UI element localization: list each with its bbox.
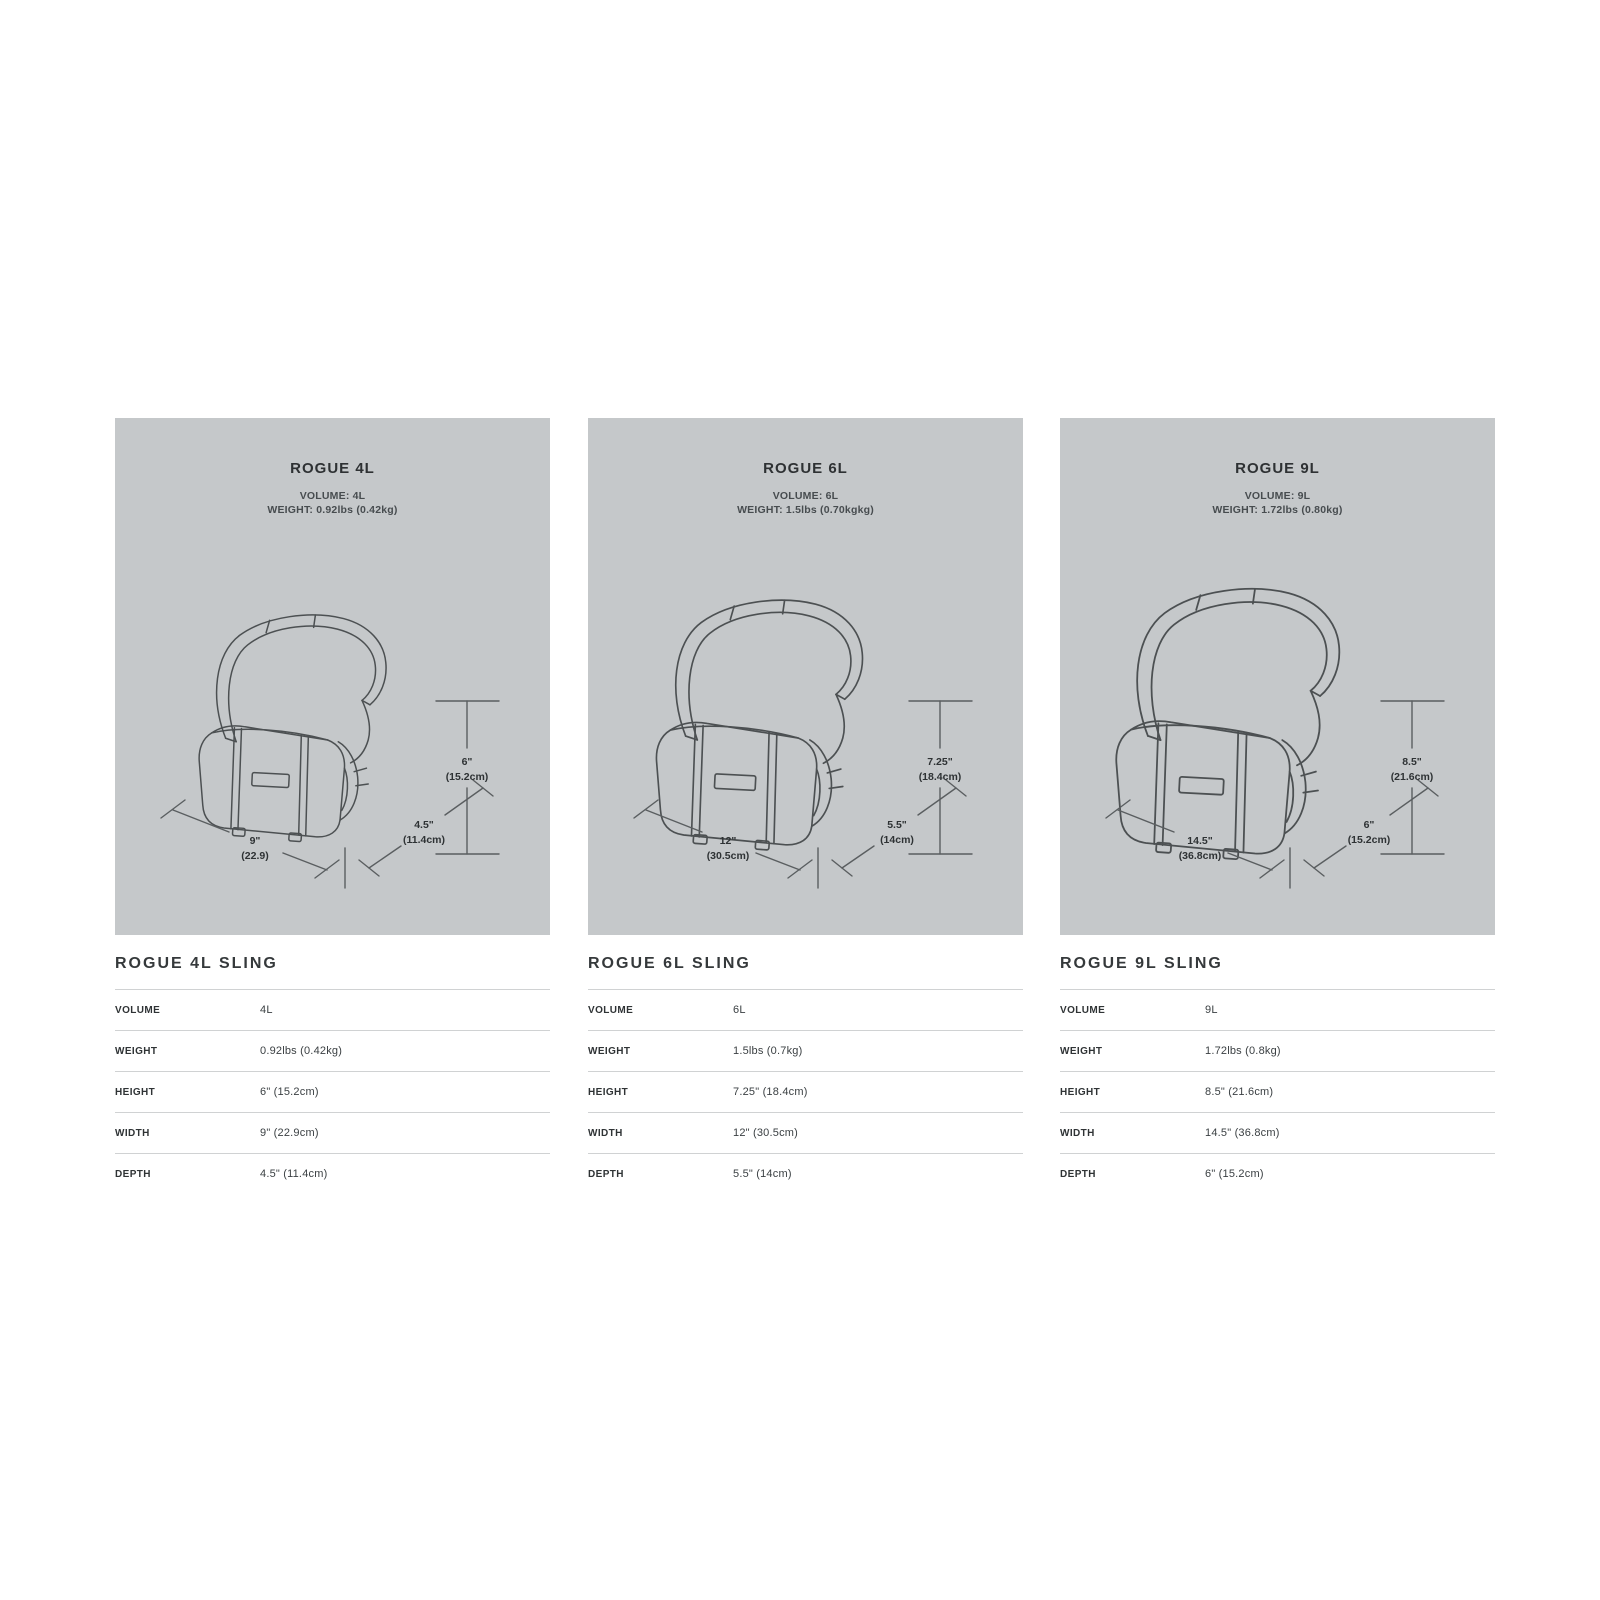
row-label: HEIGHT (1060, 1086, 1101, 1098)
dim-depth-in: 4.5" (414, 819, 434, 831)
row-value: 9" (22.9cm) (260, 1127, 319, 1139)
panel-volume-line: VOLUME: 4L (299, 490, 366, 502)
table-row (1060, 1112, 1495, 1153)
row-value: 14.5" (36.8cm) (1205, 1127, 1280, 1139)
panel-weight-line: WEIGHT: 0.92lbs (0.42kg) (267, 504, 398, 516)
panel-title: ROGUE 9L (1235, 460, 1320, 477)
table-row (115, 1030, 550, 1071)
dim-depth-cm: (11.4cm) (402, 834, 446, 846)
table-row (115, 1112, 550, 1153)
table-row (1060, 1071, 1495, 1112)
table-title: ROGUE 9L SLING (1060, 955, 1223, 972)
row-label: WEIGHT (588, 1045, 631, 1057)
table-row (588, 1153, 1023, 1194)
spec-panel-9l (1060, 418, 1495, 935)
row-label: DEPTH (1060, 1168, 1096, 1180)
product-column-rogue-4l (115, 418, 550, 1194)
row-value: 4.5" (11.4cm) (260, 1168, 328, 1180)
dim-depth-in: 6" (1363, 819, 1375, 831)
dim-height-in: 7.25" (927, 756, 953, 768)
table-row (588, 1030, 1023, 1071)
panel-volume-line: VOLUME: 9L (1244, 490, 1311, 502)
dim-height-in: 8.5" (1402, 756, 1422, 768)
dim-depth-cm: (15.2cm) (1347, 834, 1391, 846)
panel-weight-line: WEIGHT: 1.72lbs (0.80kg) (1212, 504, 1343, 516)
dim-height-cm: (15.2cm) (445, 771, 489, 783)
row-label: DEPTH (115, 1168, 151, 1180)
row-value: 1.5lbs (0.7kg) (733, 1045, 803, 1057)
row-label: HEIGHT (588, 1086, 629, 1098)
spec-table-6l (588, 989, 1023, 1194)
table-row (588, 1112, 1023, 1153)
table-row (588, 989, 1023, 1030)
spec-panel-6l (588, 418, 1023, 935)
dim-height-cm: (21.6cm) (1390, 771, 1434, 783)
panel-subtitle (1060, 489, 1495, 517)
row-label: HEIGHT (115, 1086, 156, 1098)
bag-illustration (1076, 536, 1476, 896)
row-label: VOLUME (115, 1004, 161, 1016)
panel-subtitle (115, 489, 550, 517)
row-label: VOLUME (588, 1004, 634, 1016)
table-row (1060, 989, 1495, 1030)
table-title: ROGUE 6L SLING (588, 955, 751, 972)
row-label: WEIGHT (1060, 1045, 1103, 1057)
table-row (1060, 1030, 1495, 1071)
dim-width-cm: (36.8cm) (1178, 850, 1222, 862)
row-value: 9L (1205, 1004, 1218, 1016)
row-label: WIDTH (1060, 1127, 1095, 1139)
row-value: 6" (15.2cm) (260, 1086, 319, 1098)
row-value: 6L (733, 1004, 746, 1016)
panel-subtitle (588, 489, 1023, 517)
row-label: WIDTH (588, 1127, 623, 1139)
row-value: 12" (30.5cm) (733, 1127, 798, 1139)
dim-width-in: 12" (719, 835, 737, 847)
dim-width-in: 9" (249, 835, 261, 847)
bag-illustration (131, 536, 531, 896)
spec-panel-4l (115, 418, 550, 935)
dim-height-cm: (18.4cm) (918, 771, 962, 783)
bag-illustration (604, 536, 1004, 896)
row-label: VOLUME (1060, 1004, 1106, 1016)
panel-title: ROGUE 4L (290, 460, 375, 477)
dim-depth-in: 5.5" (887, 819, 907, 831)
panel-title: ROGUE 6L (763, 460, 848, 477)
spec-table-9l (1060, 989, 1495, 1194)
row-value: 4L (260, 1004, 273, 1016)
product-column-rogue-6l (588, 418, 1023, 1194)
panel-volume-line: VOLUME: 6L (772, 490, 839, 502)
row-label: WEIGHT (115, 1045, 158, 1057)
row-value: 6" (15.2cm) (1205, 1168, 1264, 1180)
row-value: 1.72lbs (0.8kg) (1205, 1045, 1281, 1057)
table-row (115, 1071, 550, 1112)
row-label: WIDTH (115, 1127, 150, 1139)
product-column-rogue-9l (1060, 418, 1495, 1194)
dim-width-in: 14.5" (1187, 835, 1213, 847)
table-row (115, 1153, 550, 1194)
row-value: 5.5" (14cm) (733, 1168, 792, 1180)
dim-width-cm: (30.5cm) (706, 850, 750, 862)
row-value: 7.25" (18.4cm) (733, 1086, 808, 1098)
table-row (588, 1071, 1023, 1112)
dim-height-in: 6" (461, 756, 473, 768)
dim-depth-cm: (14cm) (880, 834, 914, 846)
dim-width-cm: (22.9) (241, 850, 269, 862)
table-row (1060, 1153, 1495, 1194)
row-label: DEPTH (588, 1168, 624, 1180)
panel-weight-line: WEIGHT: 1.5lbs (0.70kgkg) (737, 504, 874, 516)
table-title: ROGUE 4L SLING (115, 955, 278, 972)
row-value: 0.92lbs (0.42kg) (260, 1045, 343, 1057)
row-value: 8.5" (21.6cm) (1205, 1086, 1274, 1098)
spec-table-4l (115, 989, 550, 1194)
table-row (115, 989, 550, 1030)
